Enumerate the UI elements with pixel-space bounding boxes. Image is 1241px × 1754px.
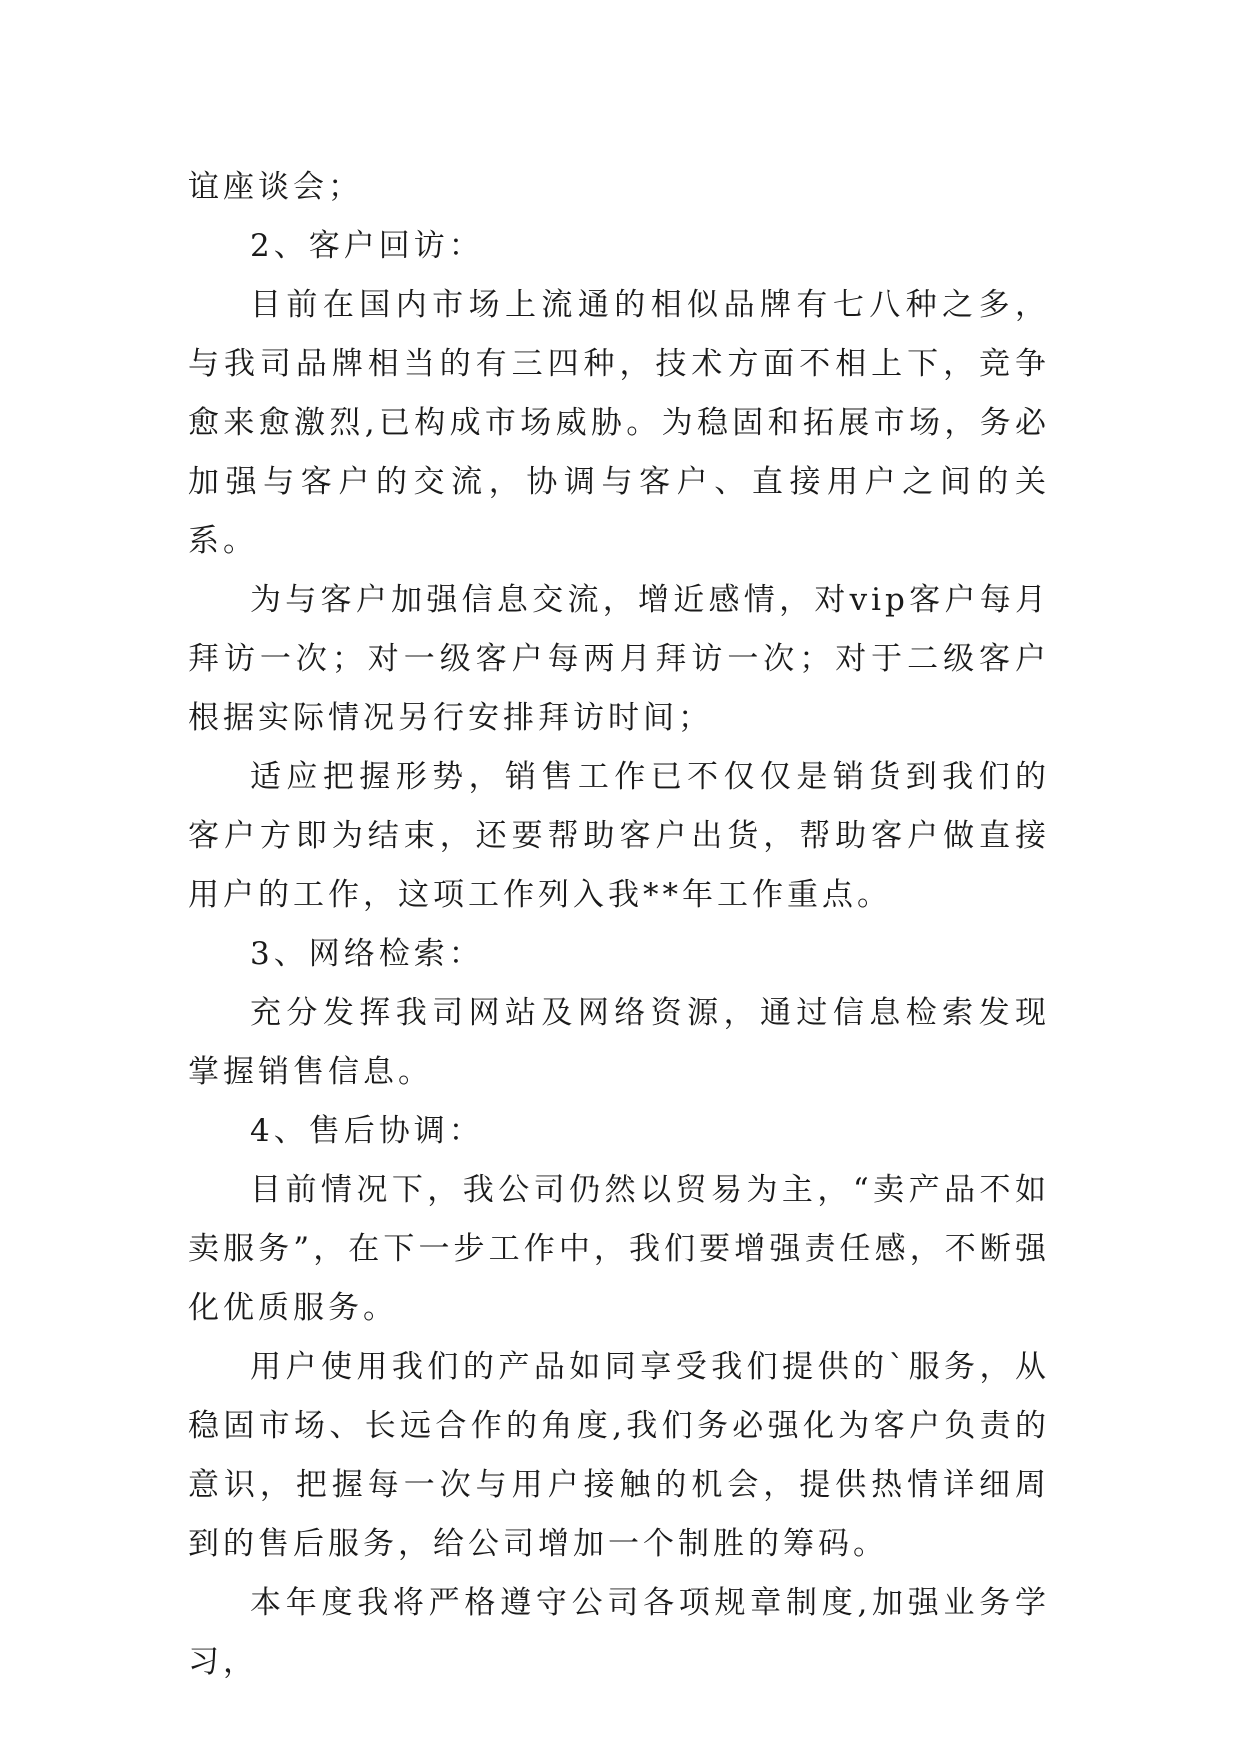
paragraph: 为与客户加强信息交流，增近感情，对vip客户每月拜访一次；对一级客户每两月拜访一次；对于二级客户根据实际情况另行安排拜访时间；	[188, 582, 1050, 736]
paragraph: 本年度我将严格遵守公司各项规章制度,加强业务学习，	[188, 1585, 1050, 1680]
section-heading: 2、客户回访：	[250, 228, 484, 264]
paragraph: 谊座谈会；	[188, 169, 363, 205]
paragraph: 目前在国内市场上流通的相似品牌有七八种之多，与我司品牌相当的有三四种，技术方面不相上下，竞争愈来愈激烈,已构成市场威胁。为稳固和拓展市场，务必加强与客户的交流，协调与客户、直接用户之间的关系。	[188, 287, 1050, 559]
paragraph: 适应把握形势，销售工作已不仅仅是销货到我们的客户方即为结束，还要帮助客户出货，帮助客户做直接用户的工作，这项工作列入我**年工作重点。	[188, 759, 1050, 913]
document-body	[188, 158, 1050, 1692]
paragraph: 充分发挥我司网站及网络资源，通过信息检索发现掌握销售信息。	[188, 995, 1050, 1090]
paragraph: 用户使用我们的产品如同享受我们提供的`服务，从稳固市场、长远合作的角度,我们务必强化为客户负责的意识，把握每一次与用户接触的机会，提供热情详细周到的售后服务，给公司增加一个制胜的筹码。	[188, 1349, 1050, 1562]
section-heading: 4、售后协调：	[250, 1113, 484, 1149]
paragraph: 目前情况下，我公司仍然以贸易为主，“卖产品不如卖服务”，在下一步工作中，我们要增强责任感，不断强化优质服务。	[188, 1172, 1050, 1326]
section-heading: 3、网络检索：	[250, 936, 484, 972]
